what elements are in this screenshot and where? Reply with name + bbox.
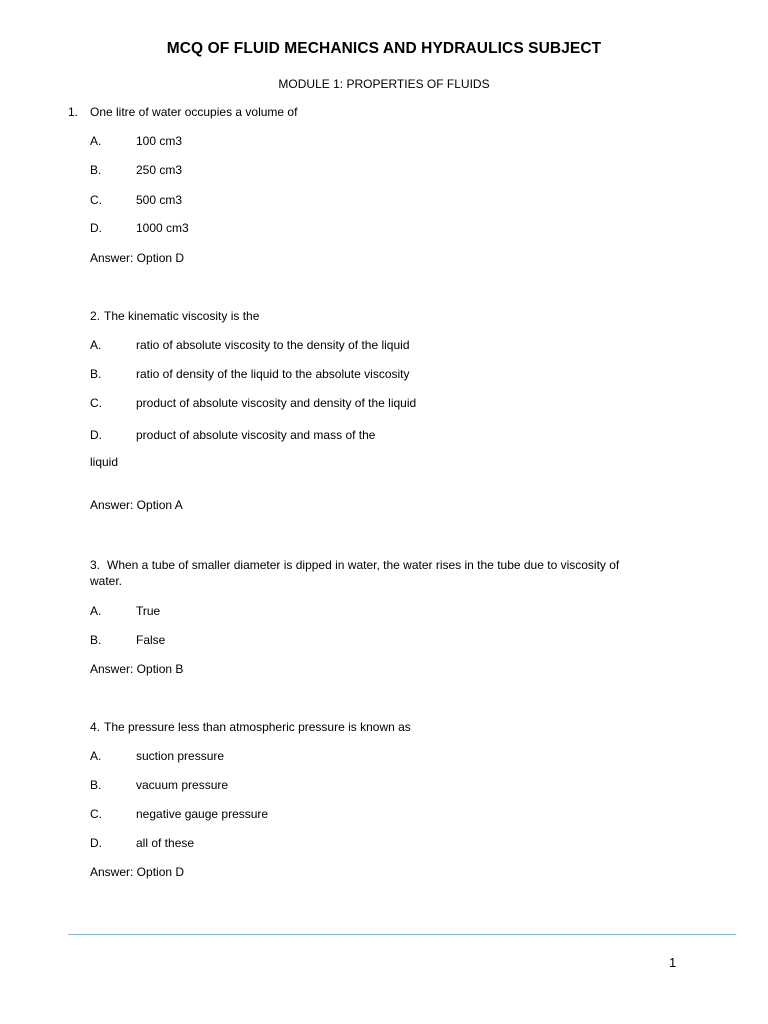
answer-text: Answer: Option D <box>90 865 185 879</box>
answer-text: Answer: Option D <box>90 251 185 265</box>
option-letter: C. <box>90 807 102 821</box>
question-number: 4. <box>90 720 101 734</box>
option-text: suction pressure <box>136 749 225 763</box>
option-letter: B. <box>90 633 102 647</box>
option-text: True <box>136 604 161 618</box>
option-letter: D. <box>90 221 102 235</box>
question-number: 2. <box>90 309 101 323</box>
option-text: ratio of density of the liquid to the absolute viscosity <box>136 367 410 381</box>
question-number: 3. <box>90 558 101 572</box>
module-heading: MODULE 1: PROPERTIES OF FLUIDS <box>278 77 490 91</box>
page-number: 1 <box>669 955 677 970</box>
question-number: 1. <box>68 105 79 119</box>
option-text: negative gauge pressure <box>136 807 269 821</box>
answer-text: Answer: Option B <box>90 662 184 676</box>
document-title: MCQ OF FLUID MECHANICS AND HYDRAULICS SUBJECT <box>166 40 602 57</box>
option-letter: B. <box>90 367 102 381</box>
question-text: The kinematic viscosity is the <box>104 309 260 323</box>
option-letter: B. <box>90 778 102 792</box>
option-text: 250 cm3 <box>136 163 183 177</box>
answer-text: Answer: Option A <box>90 498 183 512</box>
option-letter: A. <box>90 749 102 763</box>
footer-divider <box>68 934 736 935</box>
option-letter: C. <box>90 193 102 207</box>
option-text: 500 cm3 <box>136 193 183 207</box>
option-letter: A. <box>90 134 102 148</box>
option-text-continuation: liquid <box>90 455 119 469</box>
option-letter: A. <box>90 338 102 352</box>
option-text: vacuum pressure <box>136 778 229 792</box>
option-letter: B. <box>90 163 102 177</box>
question-text: When a tube of smaller diameter is dipped in water, the water rises in the tube due to viscosity of water. <box>90 558 620 588</box>
option-text: all of these <box>136 836 195 850</box>
option-text: product of absolute viscosity and mass of the <box>136 428 376 442</box>
option-text: False <box>136 633 166 647</box>
option-letter: C. <box>90 396 102 410</box>
option-text: 1000 cm3 <box>136 221 189 235</box>
option-letter: A. <box>90 604 102 618</box>
option-letter: D. <box>90 836 102 850</box>
option-text: 100 cm3 <box>136 134 183 148</box>
question-text: One litre of water occupies a volume of <box>90 105 298 119</box>
question-text: The pressure less than atmospheric pressure is known as <box>104 720 411 734</box>
option-letter: D. <box>90 428 102 442</box>
option-text: product of absolute viscosity and density of the liquid <box>136 396 417 410</box>
option-text: ratio of absolute viscosity to the density of the liquid <box>136 338 410 352</box>
